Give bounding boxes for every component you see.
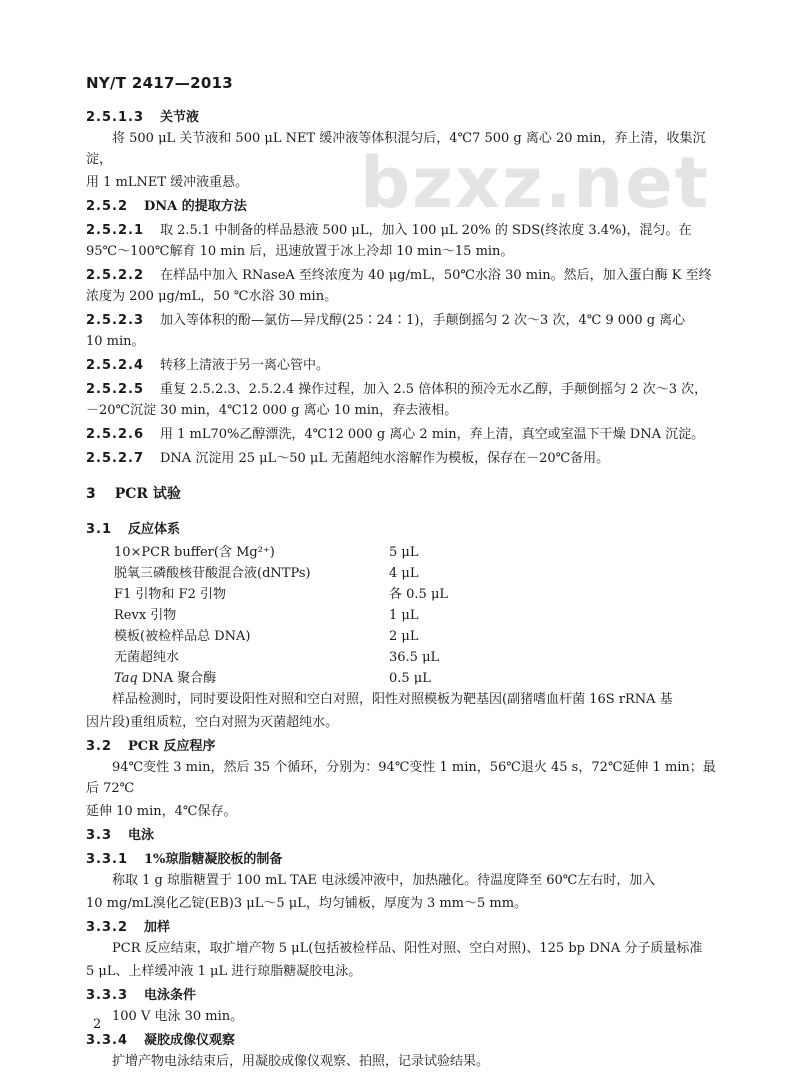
section-number: 3.3.3	[86, 988, 129, 1003]
reagent-amount: 5 μL	[389, 545, 419, 560]
section-2-5-2-3	[86, 310, 716, 331]
reagent-amount: 36.5 μL	[389, 650, 440, 665]
section-title: 1%琼脂糖凝胶板的制备	[144, 852, 283, 867]
document-content	[86, 104, 716, 1074]
section-title: 关节液	[160, 110, 200, 125]
reagent-name: 脱氧三磷酸核苷酸混合液(dNTPs)	[114, 566, 311, 581]
control-note: 样品检测时，同时要设阳性对照和空白对照，阳性对照模板为靶基因(副猪嗜血杆菌 16S rRNA 基	[112, 692, 673, 707]
section-3-1-heading	[86, 519, 716, 540]
section-2-5-2-6	[86, 424, 716, 445]
section-number: 2.5.2.4	[86, 358, 144, 373]
reagent-name: 10×PCR buffer(含 Mg²⁺)	[114, 545, 275, 560]
paragraph: 94℃变性 3 min，然后 35 个循环，分别为：94℃变性 1 min，56℃退火 45 s，72℃延伸 1 min；最后 72℃	[86, 760, 716, 796]
section-title: 加样	[144, 920, 171, 935]
chapter-number: 3	[86, 486, 97, 502]
section-3-3-3-heading	[86, 985, 716, 1006]
standard-header: NY/T 2417—2013	[86, 74, 234, 92]
section-text: 加入等体积的酚—氯仿—异戊醇(25∶24∶1)，手颠倒摇匀 2 次～3 次，4℃ 9 000 g 离心	[160, 313, 686, 328]
section-text: 转移上清液于另一离心管中。	[160, 358, 330, 373]
table-row	[114, 584, 716, 605]
section-number: 2.5.2	[86, 199, 129, 214]
section-number: 3.2	[86, 739, 113, 754]
section-title: PCR 反应程序	[128, 739, 216, 754]
paragraph-continuation: 5 μL、上样缓冲液 1 μL 进行琼脂糖凝胶电泳。	[86, 964, 362, 979]
section-number: 3.3.2	[86, 920, 129, 935]
section-2-5-2-2	[86, 265, 716, 286]
reagent-name: 无菌超纯水	[114, 650, 180, 665]
section-number: 2.5.2.7	[86, 451, 144, 466]
table-row	[114, 563, 716, 584]
paragraph: 100 V 电泳 30 min。	[112, 1009, 244, 1024]
reagent-amount: 2 μL	[389, 629, 419, 644]
paragraph-continuation: 用 1 mLNET 缓冲液重悬。	[86, 175, 249, 190]
reagent-name: Taq DNA 聚合酶	[114, 671, 217, 686]
section-2-5-2-4	[86, 355, 716, 376]
section-number: 2.5.2.5	[86, 382, 144, 397]
section-text: 重复 2.5.2.3、2.5.2.4 操作过程，加入 2.5 倍体积的预冷无水乙醇，手颠倒摇匀 2 次～3 次，	[160, 382, 708, 397]
reagent-name: F1 引物和 F2 引物	[114, 587, 226, 602]
section-2-5-2-7	[86, 448, 716, 469]
section-2-5-2-heading	[86, 196, 716, 217]
section-number: 2.5.1.3	[86, 110, 144, 125]
section-number: 2.5.2.3	[86, 313, 144, 328]
section-title: 反应体系	[128, 522, 181, 537]
chapter-3-heading	[86, 483, 716, 505]
section-3-3-4-heading	[86, 1030, 716, 1051]
section-number: 2.5.2.1	[86, 223, 144, 238]
paragraph-continuation: 因片段)重组质粒，空白对照为灭菌超纯水。	[86, 715, 339, 730]
section-text: DNA 沉淀用 25 μL～50 μL 无菌超纯水溶解作为模板，保存在－20℃备用。	[160, 451, 610, 466]
paragraph: 将 500 μL 关节液和 500 μL NET 缓冲液等体积混匀后，4℃7 500 g 离心 20 min，弃上清，收集沉淀，	[86, 131, 706, 167]
section-number: 3.1	[86, 522, 113, 537]
section-title: 凝胶成像仪观察	[144, 1033, 236, 1048]
paragraph: 称取 1 g 琼脂糖置于 100 mL TAE 电泳缓冲液中，加热融化。待温度降至 60℃左右时，加入	[112, 873, 656, 888]
chapter-title: PCR 试验	[114, 486, 181, 502]
paragraph-continuation: 延伸 10 min，4℃保存。	[86, 804, 237, 819]
section-2-5-2-1	[86, 220, 716, 241]
paragraph-continuation: －20℃沉淀 30 min，4℃12 000 g 离心 10 min，弃去液相。	[86, 403, 458, 418]
paragraph-continuation: 10 mg/mL溴化乙锭(EB)3 μL～5 μL，均匀铺板，厚度为 3 mm～5 mm。	[86, 896, 528, 911]
table-row	[114, 605, 716, 626]
section-number: 3.3	[86, 828, 113, 843]
section-title: 电泳条件	[144, 988, 197, 1003]
reagent-amount: 4 μL	[389, 566, 419, 581]
paragraph: 扩增产物电泳结束后，用凝胶成像仪观察、拍照，记录试验结果。	[112, 1054, 490, 1069]
table-row	[114, 647, 716, 668]
paragraph-continuation: 10 min。	[86, 334, 145, 349]
section-3-3-heading	[86, 825, 716, 846]
table-row	[114, 542, 716, 563]
section-text: 在样品中加入 RNaseA 至终浓度为 40 μg/mL，50℃水浴 30 min。然后，加入蛋白酶 K 至终	[160, 268, 712, 283]
section-number: 3.3.4	[86, 1033, 129, 1048]
section-number: 2.5.2.6	[86, 427, 144, 442]
section-3-2-heading	[86, 736, 716, 757]
reagent-name: Revx 引物	[114, 608, 177, 623]
reagent-amount: 各 0.5 μL	[389, 587, 449, 602]
reagent-amount: 0.5 μL	[389, 671, 431, 686]
paragraph-continuation: 95℃～100℃解育 10 min 后，迅速放置于冰上冷却 10 min～15 min。	[86, 244, 514, 259]
section-title: DNA 的提取方法	[144, 199, 247, 214]
reagent-name: 模板(被检样品总 DNA)	[114, 629, 251, 644]
reagent-amount: 1 μL	[389, 608, 419, 623]
reaction-system-table	[114, 542, 716, 689]
table-row	[114, 668, 716, 689]
paragraph: PCR 反应结束，取扩增产物 5 μL(包括被检样品、阳性对照、空白对照)、125 bp DNA 分子质量标准	[112, 941, 703, 956]
paragraph-continuation: 浓度为 200 μg/mL，50 ℃水浴 30 min。	[86, 289, 338, 304]
watermark-logo: bzxz.net	[360, 142, 711, 224]
table-row	[114, 626, 716, 647]
section-text: 用 1 mL70%乙醇漂洗，4℃12 000 g 离心 2 min，弃上清，真空或室温下干燥 DNA 沉淀。	[160, 427, 705, 442]
section-text: 取 2.5.1 中制备的样品悬液 500 μL，加入 100 μL 20% 的 SDS(终浓度 3.4%)，混匀。在	[160, 223, 692, 238]
section-number: 2.5.2.2	[86, 268, 144, 283]
section-title: 电泳	[128, 828, 155, 843]
section-2-5-2-5	[86, 379, 716, 400]
section-3-3-2-heading	[86, 917, 716, 938]
section-2-5-1-3-heading	[86, 107, 716, 128]
section-3-3-1-heading	[86, 849, 716, 870]
page-number: 2	[93, 1017, 102, 1032]
section-number: 3.3.1	[86, 852, 129, 867]
